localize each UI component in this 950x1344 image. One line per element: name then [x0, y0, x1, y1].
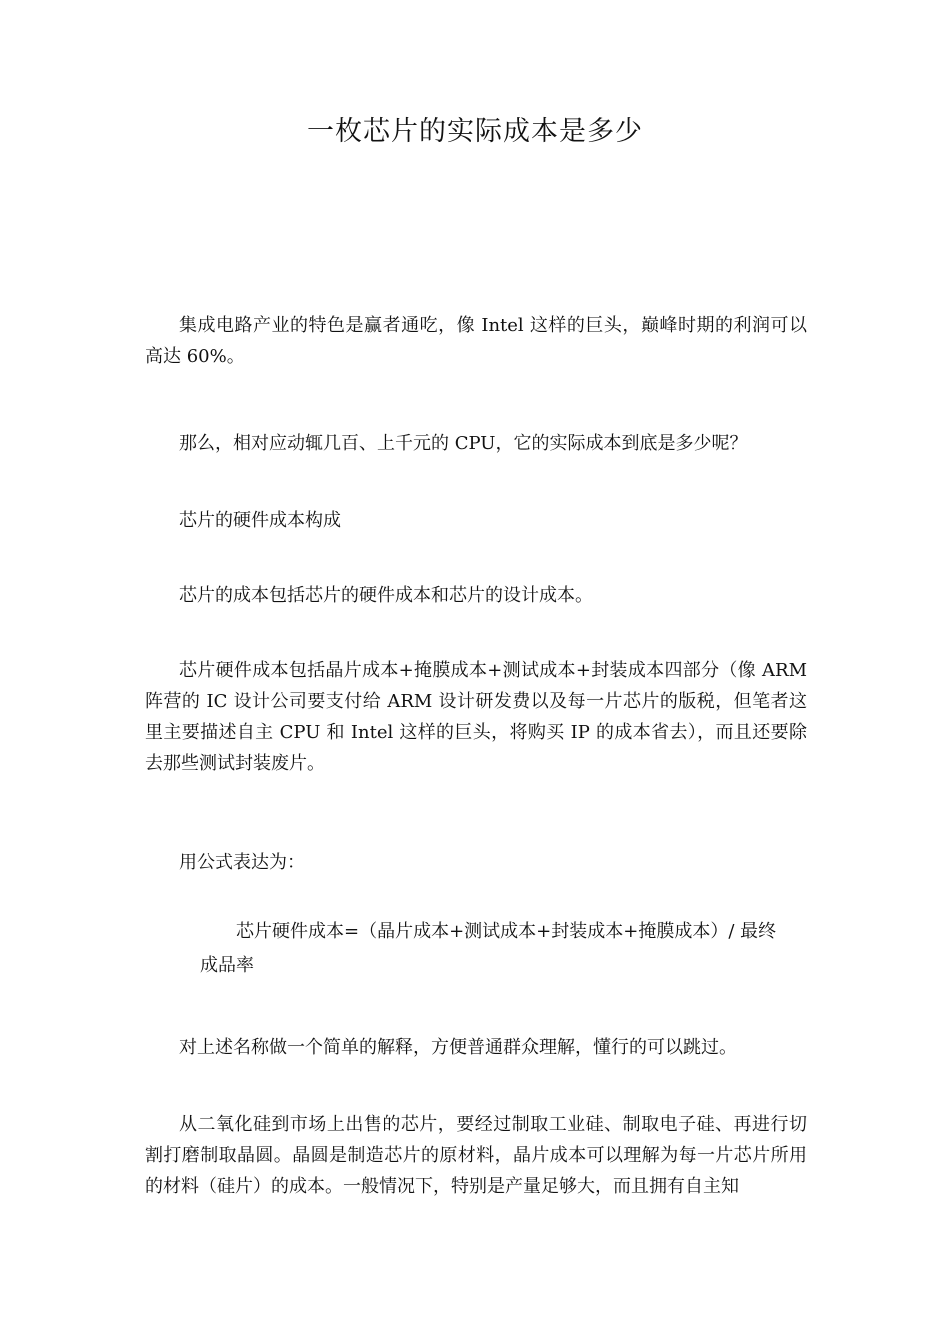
section-heading-hardware-cost: 芯片的硬件成本构成 [179, 510, 341, 531]
paragraph-question: 那么，相对应动辄几百、上千元的 CPU，它的实际成本到底是多少呢？ [179, 433, 748, 454]
paragraph-formula-intro: 用公式表达为： [179, 852, 305, 873]
cost-formula: 芯片硬件成本=（晶片成本+测试成本+封装成本+掩膜成本）/ 最终成品率 [200, 921, 777, 976]
paragraph-intro: 集成电路产业的特色是赢者通吃，像 Intel 这样的巨头，巅峰时期的利润可以高达 60%。 [145, 315, 807, 367]
document-title: 一枚芯片的实际成本是多少 [307, 116, 643, 147]
paragraph-hardware-cost-detail: 芯片硬件成本包括晶片成本+掩膜成本+测试成本+封装成本四部分（像 ARM 阵营的 IC 设计公司要支付给 ARM 设计研发费以及每一片芯片的版税，但笔者这里主要描述自主 CPU 和 Intel 这样的巨头，将购买 IP 的成本省去），而且还要除去那些测试封装废片。 [145, 660, 807, 774]
paragraph-wafer-cost: 从二氧化硅到市场上出售的芯片，要经过制取工业硅、制取电子硅、再进行切割打磨制取晶圆。晶圆是制造芯片的原材料，晶片成本可以理解为每一片芯片所用的材料（硅片）的成本。一般情况下，特别是产量足够大，而且拥有自主知 [145, 1114, 807, 1197]
paragraph-cost-components: 芯片的成本包括芯片的硬件成本和芯片的设计成本。 [179, 585, 593, 606]
paragraph-explanation: 对上述名称做一个简单的解释，方便普通群众理解，懂行的可以跳过。 [179, 1037, 737, 1058]
